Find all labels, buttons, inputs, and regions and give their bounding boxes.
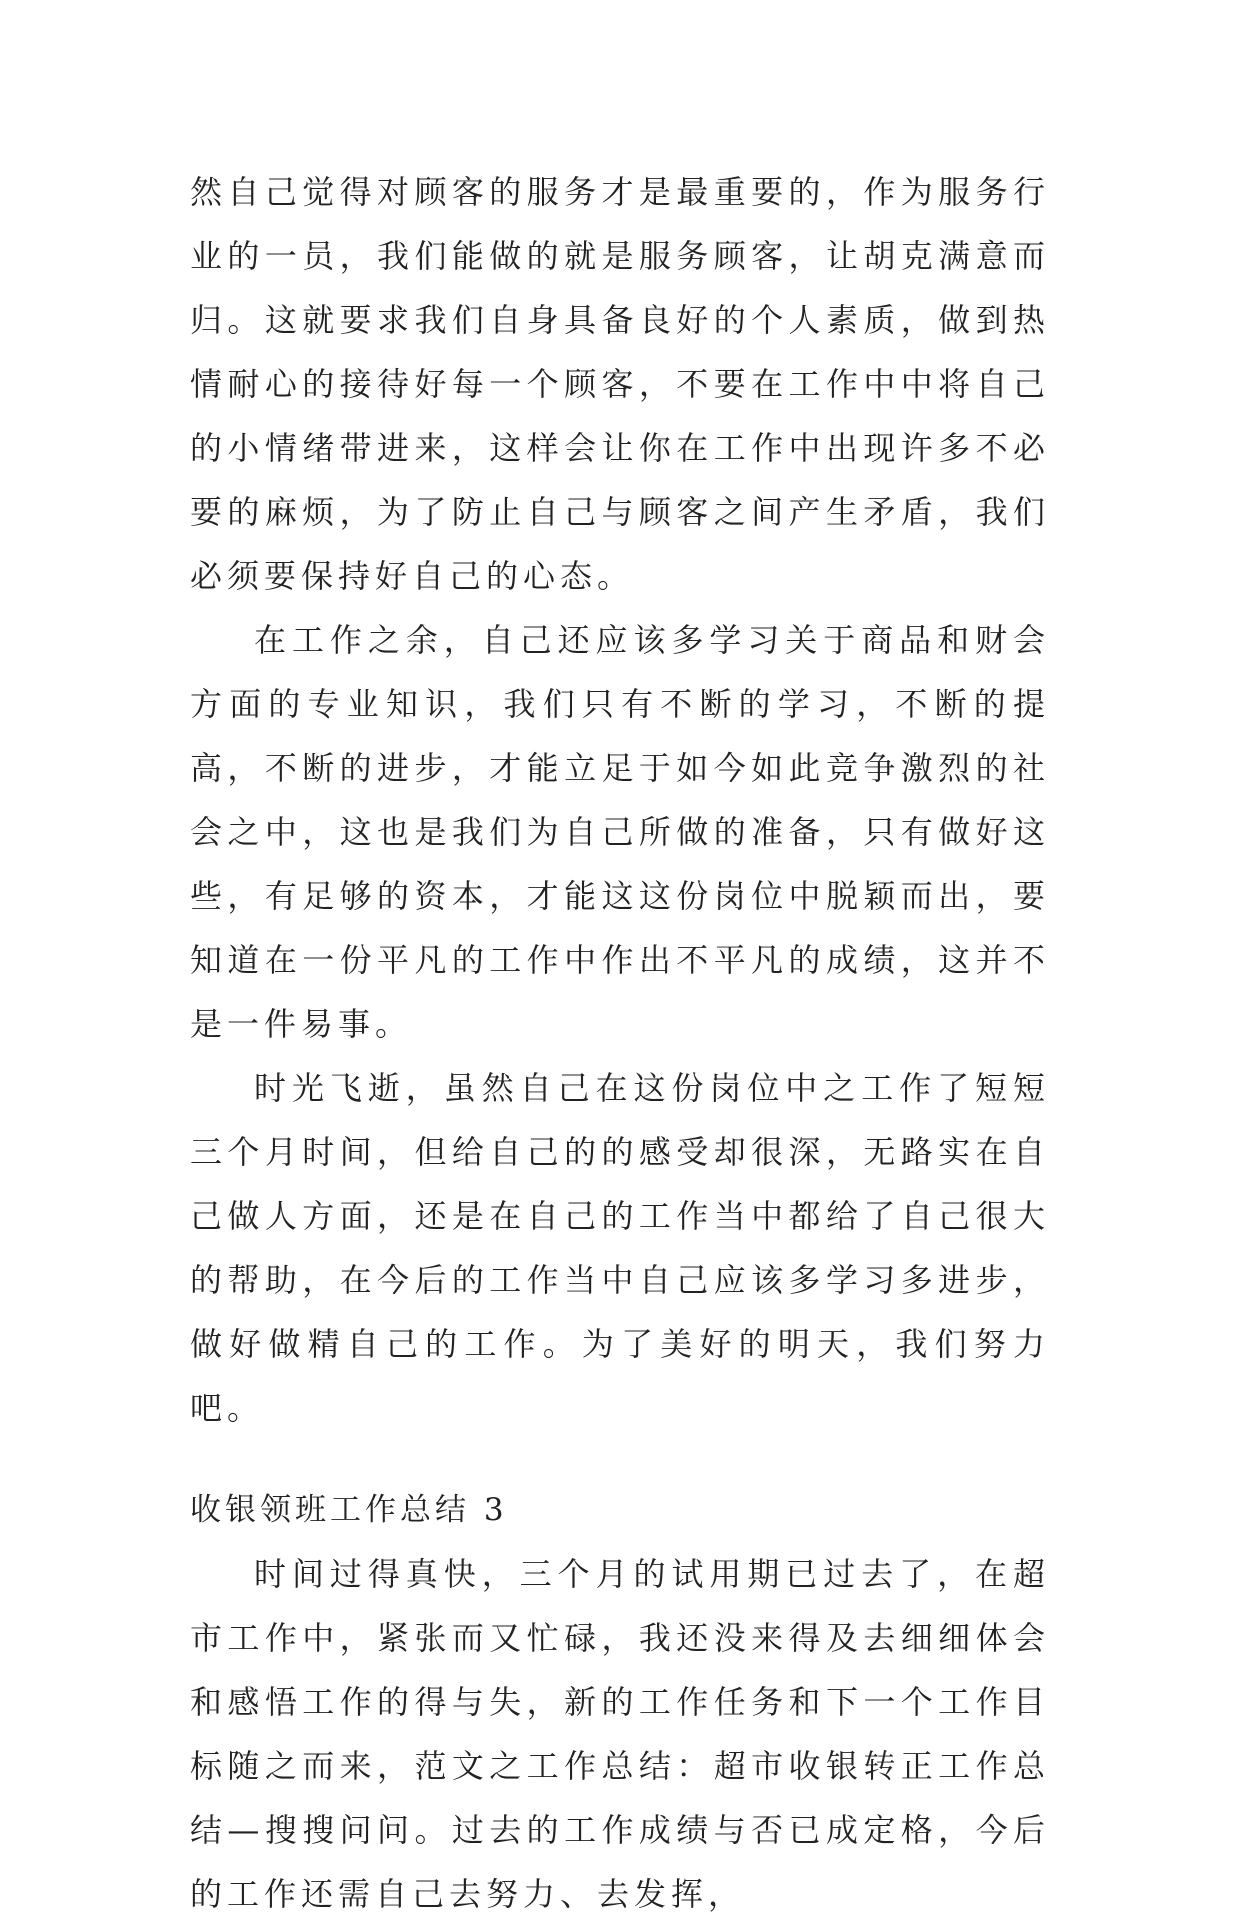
document-body — [190, 160, 1050, 1926]
paragraph-continued: 然自己觉得对顾客的服务才是最重要的，作为服务行业的一员，我们能做的就是服务顾客，让胡克满意而归。这就要求我们自身具备良好的个人素质，做到热情耐心的接待好每一个顾客，不要在工作中中将自己的小情绪带进来，这样会让你在工作中出现许多不必要的麻烦，为了防止自己与顾客之间产生矛盾，我们必须要保持好自己的心态。 — [190, 173, 1050, 595]
paragraph-conclusion: 时光飞逝，虽然自己在这份岗位中之工作了短短三个月时间，但给自己的的感受却很深，无路实在自己做人方面，还是在自己的工作当中都给了自己很大的帮助，在今后的工作当中自己应该多学习多进步，做好做精自己的工作。为了美好的明天，我们努力吧。 — [190, 1069, 1050, 1427]
section-title: 收银领班工作总结 3 — [190, 1492, 508, 1528]
paragraph-study: 在工作之余，自己还应该多学习关于商品和财会方面的专业知识，我们只有不断的学习，不断的提高，不断的进步，才能立足于如今如此竞争激烈的社会之中，这也是我们为自己所做的准备，只有做好这些，有足够的资本，才能这这份岗位中脱颖而出，要知道在一份平凡的工作中作出不平凡的成绩，这并不是一件易事。 — [190, 621, 1050, 1043]
paragraph-section-3-intro: 时间过得真快，三个月的试用期已过去了，在超市工作中，紧张而又忙碌，我还没来得及去细细体会和感悟工作的得与失，新的工作任务和下一个工作目标随之而来，范文之工作总结：超市收银转正工作总结—搜搜问问。过去的工作成绩与否已成定格，今后的工作还需自己去努力、去发挥， — [190, 1555, 1050, 1913]
